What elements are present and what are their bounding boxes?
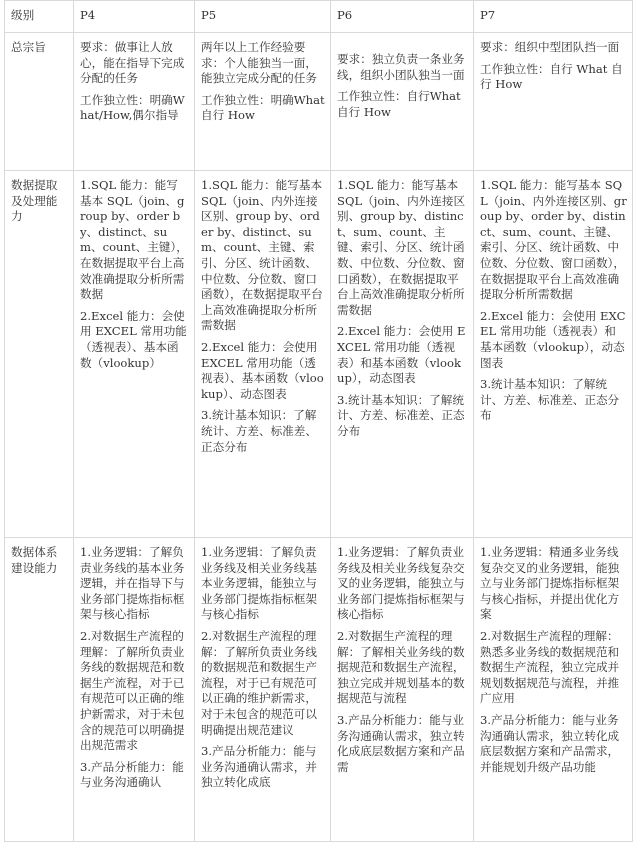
table-cell [331,171,474,538]
header-p6: P6 [331,1,474,33]
row-label: 数据提取及处理能力 [5,171,74,538]
cell-paragraph: 两年以上工作经验要求：个人能独当一面，能独立完成分配的任务 [201,40,317,86]
cell-paragraph: 2.Excel 能力：会使用 EXCEL 常用功能（透视表）和基本函数（vlookup），动态图表 [480,308,626,370]
cell-paragraph: 工作独立性：自行What 自行 How [337,89,461,119]
cell-paragraph: 1.SQL 能力：能写基本 SQL（join、内外连接区别、group by、order by、distinct、sum、count、主键、索引、分区、统计函数、中位数、分位数、窗口函数），在数据提取平台上高效准确提取分析所需数据 [201,178,323,333]
cell-paragraph: 2.Excel 能力：会使用 EXCEL 常用功能（透视表）、基本函数（vlookup） [80,308,187,370]
table-cell [474,33,633,171]
header-p4: P4 [74,1,195,33]
table-cell [74,171,195,538]
cell-paragraph: 3.产品分析能力：能与业务沟通确认需求，独立转化成底层数据方案和产品需求，并能规划升级产品功能 [480,712,620,774]
cell-paragraph: 2.对数据生产流程的理解：了解相关业务线的数据规范和数据生产流程，独立完成并规划基本的数据规范与流程 [337,628,465,706]
table-row [5,171,633,538]
table-cell [195,33,331,171]
table-cell [474,538,633,842]
header-p7: P7 [474,1,633,33]
cell-paragraph: 2.对数据生产流程的理解：了解所负责业务线的数据规范和数据生产流程，对于已有规范可以正确的维护新需求，对于未包含的规范可以明确提出规范建议 [201,628,317,737]
table-cell [195,538,331,842]
row-label: 数据体系建设能力 [5,538,74,842]
header-row [5,1,633,33]
cell-paragraph: 1.业务逻辑：了解负责业务线及相关业务线基本业务逻辑，能独立与业务部门提炼指标框架与核心指标 [201,545,317,622]
cell-paragraph: 3.产品分析能力：能与业务沟通确认需求，并独立转化成底 [201,744,317,790]
cell-paragraph: 要求：独立负责一条业务线，组织小团队独当一面 [337,52,465,82]
capability-table [4,0,633,842]
table-cell [331,33,474,171]
cell-paragraph: 要求：做事让人放心，能在指导下完成分配的任务 [80,40,185,86]
cell-paragraph: 2.Excel 能力：会使用 EXCEL 常用功能（透视表）和基本函数（vlookup），动态图表 [337,324,466,386]
cell-paragraph: 1.SQL 能力：能写基本 SQL（join、内外连接区别、group by、order by、distinct、sum、count、主键、索引、分区、统计函数、中位数、分位数、窗口函数），在数据提取平台上高效准确提取分析所需数据 [480,178,627,302]
cell-paragraph: 要求：组织中型团队挡一面 [480,40,620,54]
cell-paragraph: 1.SQL 能力：能写基本 SQL（join、内外连接区别、group by、distinct、sum、count、主键、索引、分区、统计函数、中位数、分位数、窗口函数），在数据提取平台上高效准确提取分析所需数据 [337,178,466,317]
row-label: 总宗旨 [5,33,74,171]
cell-paragraph: 工作独立性：明确What/How,偶尔指导 [80,92,185,123]
cell-paragraph: 1.业务逻辑：了解负责业务线及相关业务线复杂交叉的业务逻辑，能独立与业务部门提炼指标框架与核心指标 [337,545,465,622]
table-cell [74,33,195,171]
table-cell [331,538,474,842]
cell-paragraph: 3.统计基本知识：了解统计、方差、标准差、正态分布 [337,392,465,438]
header-p5: P5 [195,1,331,33]
cell-paragraph: 3.产品分析能力：能与业务沟通确认需求，独立转化成底层数据方案和产品需 [337,712,465,774]
cell-paragraph: 1.业务逻辑：了解负责业务线的基本业务逻辑，并在指导下与业务部门提炼指标框架与核心指标 [80,545,185,622]
table-row [5,33,633,171]
table-cell [74,538,195,842]
cell-paragraph: 1.业务逻辑：精通多业务线复杂交叉的业务逻辑，能独立与业务部门提炼指标框架与核心指标，并提出优化方案 [480,545,620,622]
table-cell [195,171,331,538]
table-row [5,538,633,842]
cell-paragraph: 3.统计基本知识：了解统计、方差、标准差、正态分布 [480,377,620,423]
cell-paragraph: 3.产品分析能力：能与业务沟通确认 [80,759,184,790]
cell-paragraph: 工作独立性：自行 What 自行 How [480,61,623,92]
table-cell [474,171,633,538]
cell-paragraph: 3.统计基本知识：了解统计、方差、标准差、正态分布 [201,408,317,454]
cell-paragraph: 2.对数据生产流程的理解：了解所负责业务线的数据规范和数据生产流程，对于已有规范可以正确的维护新需求，对于未包含的规范可以明确提出规范需求 [80,628,185,753]
cell-paragraph: 2.Excel 能力：会使用 EXCEL 常用功能（透视表）、基本函数（vlookup）、动态图表 [201,339,324,401]
cell-paragraph: 2.对数据生产流程的理解：熟悉多业务线的数据规范和数据生产流程，独立完成并规划数据规范与流程，并推广应用 [480,628,620,706]
header-level: 级别 [5,1,74,33]
cell-paragraph: 1.SQL 能力：能写基本 SQL（join、group by、order by、distinct、sum、count、主键），在数据提取平台上高效准确提取分析所需数据 [80,178,188,302]
cell-paragraph: 工作独立性：明确What 自行 How [201,92,325,123]
